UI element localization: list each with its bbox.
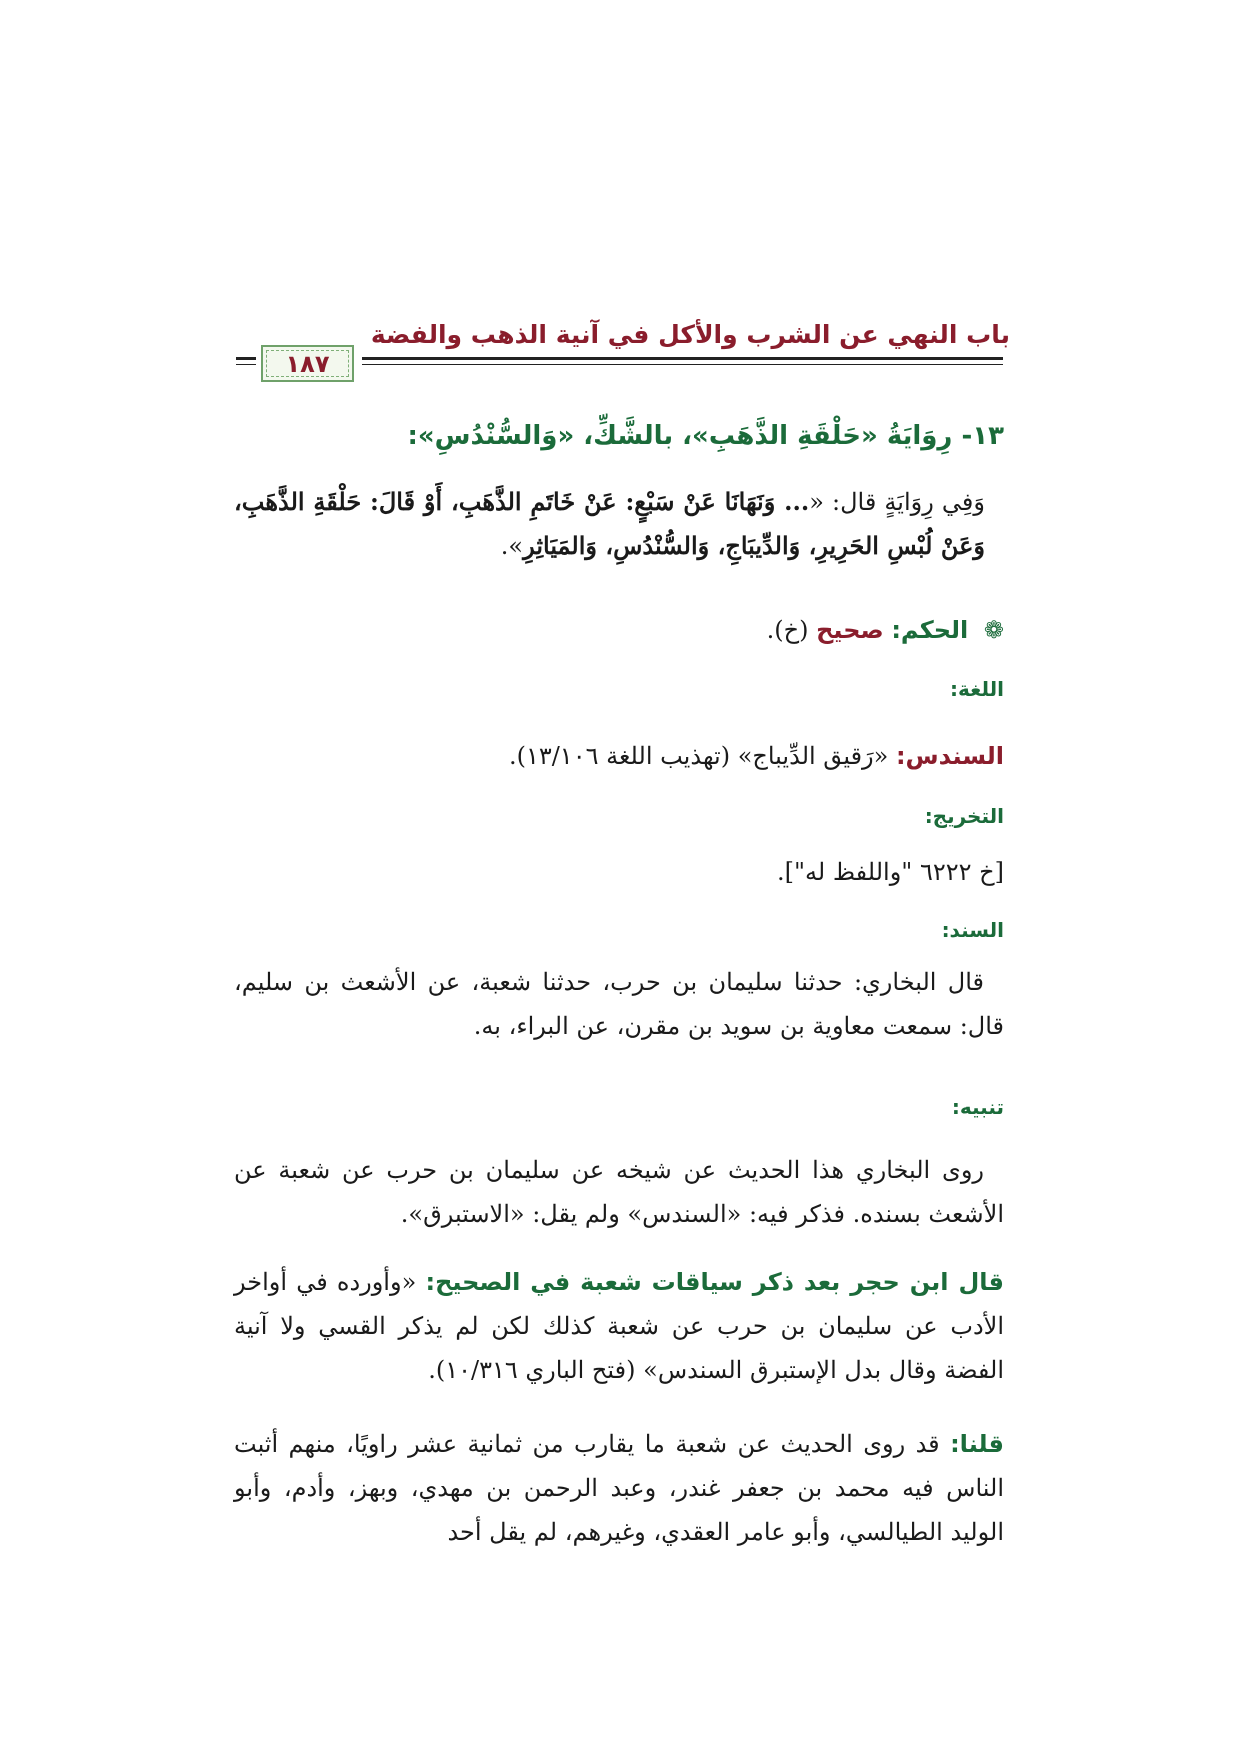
header-rule-right-thin (362, 364, 1003, 365)
header-rule-left (236, 357, 256, 360)
lugha-term: السندس: (895, 742, 1004, 770)
ruling-ref: (خ). (766, 616, 809, 644)
ruling-line (234, 608, 1004, 652)
ruling-label: الحكم: (891, 616, 969, 644)
page-number-badge (261, 345, 354, 382)
page-number: ١٨٧ (285, 349, 330, 378)
ibn-hajar-paragraph (234, 1260, 1004, 1392)
ruling-value: صحيح (816, 616, 884, 644)
hadith-end: ». (500, 532, 524, 560)
tanbih-label: تنبيه: (951, 1095, 1004, 1119)
hadith-paragraph (234, 480, 985, 568)
lugha-line (234, 734, 1004, 778)
lugha-label: اللغة: (950, 677, 1004, 701)
qulna-label: قلنا: (950, 1430, 1004, 1458)
takhrij-label: التخريج: (924, 804, 1004, 828)
ibn-hajar-text: «وأورده في أواخر الأدب عن سليمان بن حرب عن شعبة كذلك لكن لم يذكر القسي ولا آنية الفضة وقال بدل الإستبرق السندس» (فتح الباري ١٠/٣١٦). (234, 1268, 1004, 1384)
flower-icon: ❁ (983, 616, 1004, 644)
running-header-title: باب النهي عن الشرب والأكل في آنية الذهب والفضة (370, 320, 1010, 349)
hadith-intro: وَفِي رِوَايَةٍ قال: « (809, 488, 985, 516)
sanad-text: قال البخاري: حدثنا سليمان بن حرب، حدثنا شعبة، عن الأشعث بن سليم، قال: سمعت معاوية بن سويد بن مقرن، عن البراء، به. (234, 968, 1004, 1040)
takhrij-text: [خ ٦٢٢٢ "واللفظ له"]. (777, 858, 1004, 886)
lugha-definition: «رَقيق الدِّيباج» (تهذيب اللغة ١٣/١٠٦). (508, 742, 889, 770)
header-rule-right (362, 357, 1003, 360)
hadith-text: ... وَنَهَانَا عَنْ سَبْعٍ: عَنْ خَاتَمِ الذَّهَبِ، أَوْ قَالَ: حَلْقَةِ الذَّهَبِ، وَعَنْ لُبْسِ الحَرِيرِ، وَالدِّيبَاجِ، وَالسُّنْدُسِ، وَالمَيَاثِرِ (234, 487, 985, 560)
header-rule-left-thin (236, 364, 256, 365)
tanbih-text: روى البخاري هذا الحديث عن شيخه عن سليمان بن حرب عن شعبة عن الأشعث بسنده. فذكر فيه: «السندس» ولم يقل: «الاستبرق». (234, 1156, 1004, 1228)
sanad-label: السند: (941, 918, 1004, 942)
qulna-paragraph (234, 1422, 1004, 1554)
section-heading: ١٣- رِوَايَةُ «حَلْقَةِ الذَّهَبِ»، بالشَّكِّ، «وَالسُّنْدُسِ»: (407, 421, 1004, 451)
ibn-hajar-label: قال ابن حجر بعد ذكر سياقات شعبة في الصحيح: (425, 1268, 1004, 1296)
qulna-text: قد روى الحديث عن شعبة ما يقارب من ثمانية عشر راويًا، منهم أثبت الناس فيه محمد بن جعفر غندر، وعبد الرحمن بن مهدي، وبهز، وأدم، وأبو الوليد الطيالسي، وأبو عامر العقدي، وغيرهم، لم يقل أحد (234, 1430, 1004, 1546)
